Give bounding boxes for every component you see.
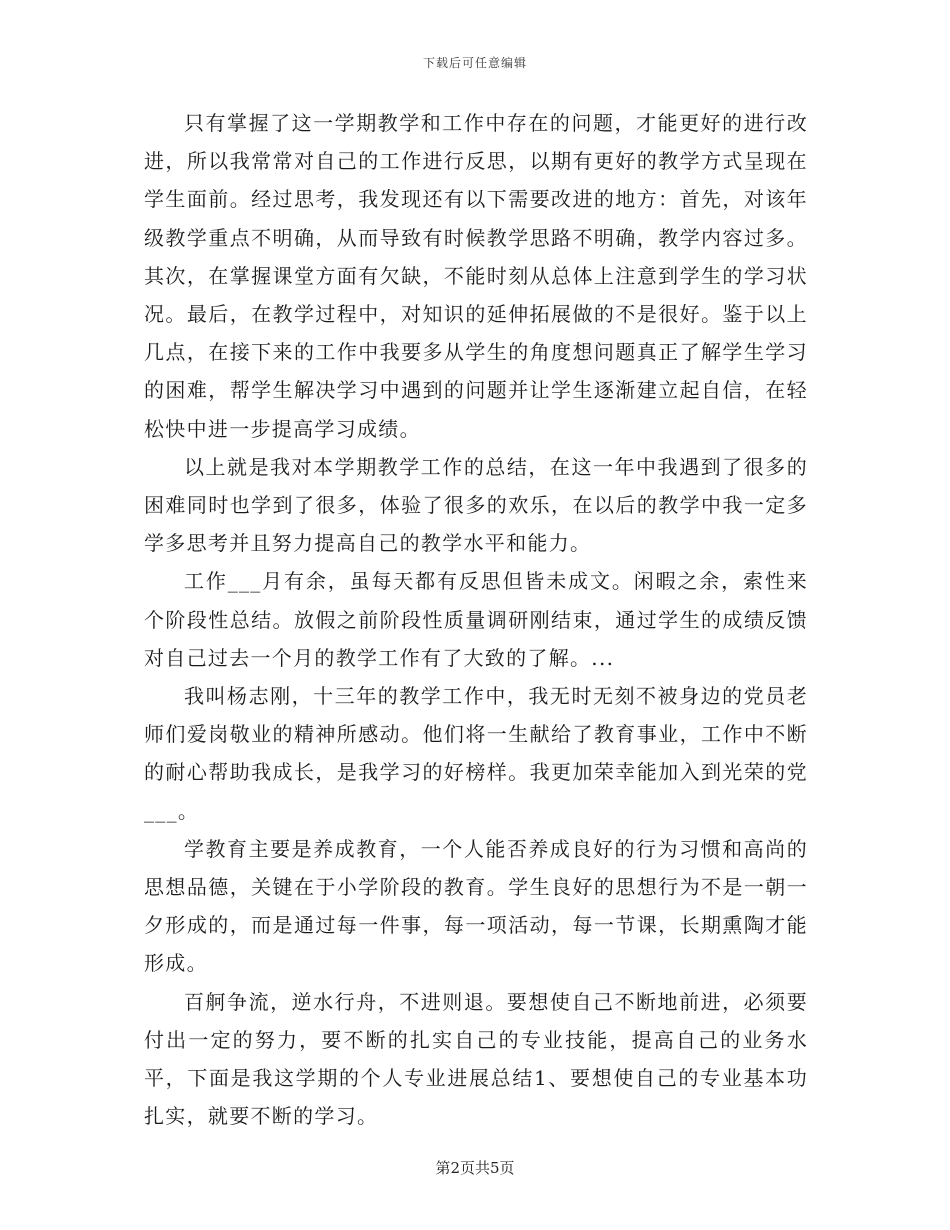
- document-body: [144, 104, 808, 1135]
- paragraph: 学教育主要是养成教育，一个人能否养成良好的行为习惯和高尚的思想品德，关键在于小学阶段的教育。学生良好的思想行为不是一朝一夕形成的，而是通过每一件事，每一项活动，每一节课，长期熏陶才能形成。: [144, 836, 808, 976]
- page-header-note: 下载后可任意编辑: [422, 56, 527, 70]
- paragraph: 我叫杨志刚，十三年的教学工作中，我无时无刻不被身边的党员老师们爱岗敬业的精神所感动。他们将一生献给了教育事业，工作中不断的耐心帮助我成长，是我学习的好榜样。我更加荣幸能加入到光荣的党___。: [144, 684, 808, 823]
- paragraph: 以上就是我对本学期教学工作的总结，在这一年中我遇到了很多的困难同时也学到了很多，体验了很多的欢乐，在以后的教学中我一定多学多思考并且努力提高自己的教学水平和能力。: [144, 454, 808, 556]
- paragraph: 百舸争流，逆水行舟，不进则退。要想使自己不断地前进，必须要付出一定的努力，要不断的扎实自己的专业技能，提高自己的业务水平，下面是我这学期的个人专业进展总结1、要想使自己的专业基本功扎实，就要不断的学习。: [144, 989, 808, 1129]
- paragraph: 只有掌握了这一学期教学和工作中存在的问题，才能更好的进行改进，所以我常常对自己的工作进行反思，以期有更好的教学方式呈现在学生面前。经过思考，我发现还有以下需要改进的地方：首先，对该年级教学重点不明确，从而导致有时候教学思路不明确，教学内容过多。其次，在掌握课堂方面有欠缺，不能时刻从总体上注意到学生的学习状况。最后，在教学过程中，对知识的延伸拓展做的不是很好。鉴于以上几点，在接下来的工作中我要多从学生的角度想问题真正了解学生学习的困难，帮学生解决学习中遇到的问题并让学生逐渐建立起自信，在轻松快中进一步提高学习成绩。: [144, 111, 808, 441]
- page-number: 第2页共5页: [435, 1159, 515, 1177]
- paragraph: 工作___月有余，虽每天都有反思但皆未成文。闲暇之余，索性来个阶段性总结。放假之前阶段性质量调研刚结束，通过学生的成绩反馈对自己过去一个月的教学工作有了大致的了解。...: [144, 569, 808, 670]
